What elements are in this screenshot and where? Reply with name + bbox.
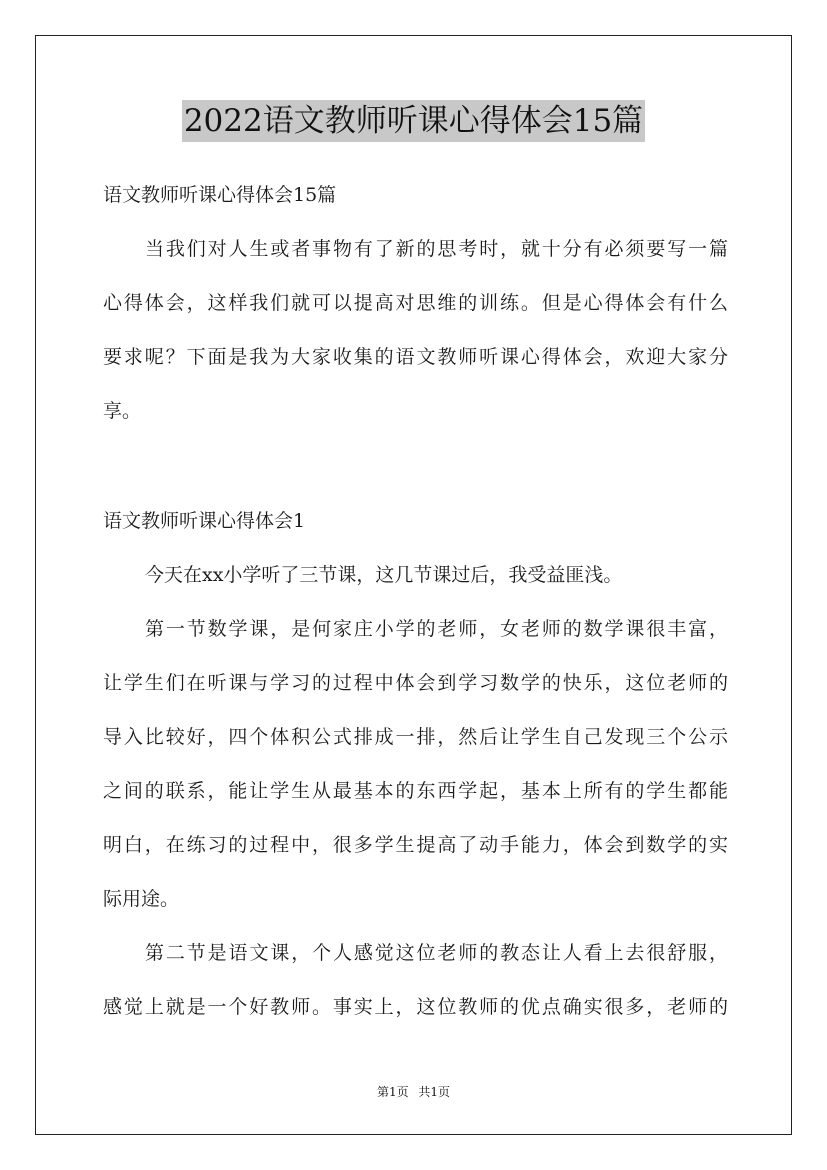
document-subtitle: 语文教师听课心得体会15篇 [103, 184, 337, 206]
paragraph-3-line-2: 感觉上就是一个好教师。事实上，这位教师的优点确实很多，老师的 [103, 996, 728, 1018]
paragraph-1: 今天在xx小学听了三节课，这几节课过后，我受益匪浅。 [145, 564, 623, 586]
page-footer [0, 1084, 827, 1100]
title-container [0, 100, 827, 142]
intro-line-2: 心得体会，这样我们就可以提高对思维的训练。但是心得体会有什么 [103, 292, 728, 314]
paragraph-2-line-1: 第一节数学课，是何家庄小学的老师，女老师的数学课很丰富， [145, 618, 728, 640]
intro-line-3: 要求呢？下面是我为大家收集的语文教师听课心得体会，欢迎大家分 [103, 346, 728, 368]
paragraph-2-line-5: 明白，在练习的过程中，很多学生提高了动手能力，体会到数学的实 [103, 834, 728, 856]
intro-line-1: 当我们对人生或者事物有了新的思考时，就十分有必须要写一篇 [145, 238, 728, 260]
paragraph-2-line-6: 际用途。 [103, 888, 180, 910]
intro-line-4: 享。 [103, 400, 142, 422]
paragraph-2-line-4: 之间的联系，能让学生从最基本的东西学起，基本上所有的学生都能 [103, 780, 728, 802]
page-current: 第1页 [376, 1085, 409, 1099]
paragraph-3-line-1: 第二节是语文课，个人感觉这位老师的教态让人看上去很舒服， [145, 942, 728, 964]
page-total: 共1页 [418, 1085, 451, 1099]
document-title: 2022语文教师听课心得体会15篇 [182, 100, 645, 142]
section-heading: 语文教师听课心得体会1 [103, 510, 306, 532]
paragraph-2-line-2: 让学生们在听课与学习的过程中体会到学习数学的快乐，这位老师的 [103, 672, 728, 694]
paragraph-2-line-3: 导入比较好，四个体积公式排成一排，然后让学生自己发现三个公示 [103, 726, 728, 748]
